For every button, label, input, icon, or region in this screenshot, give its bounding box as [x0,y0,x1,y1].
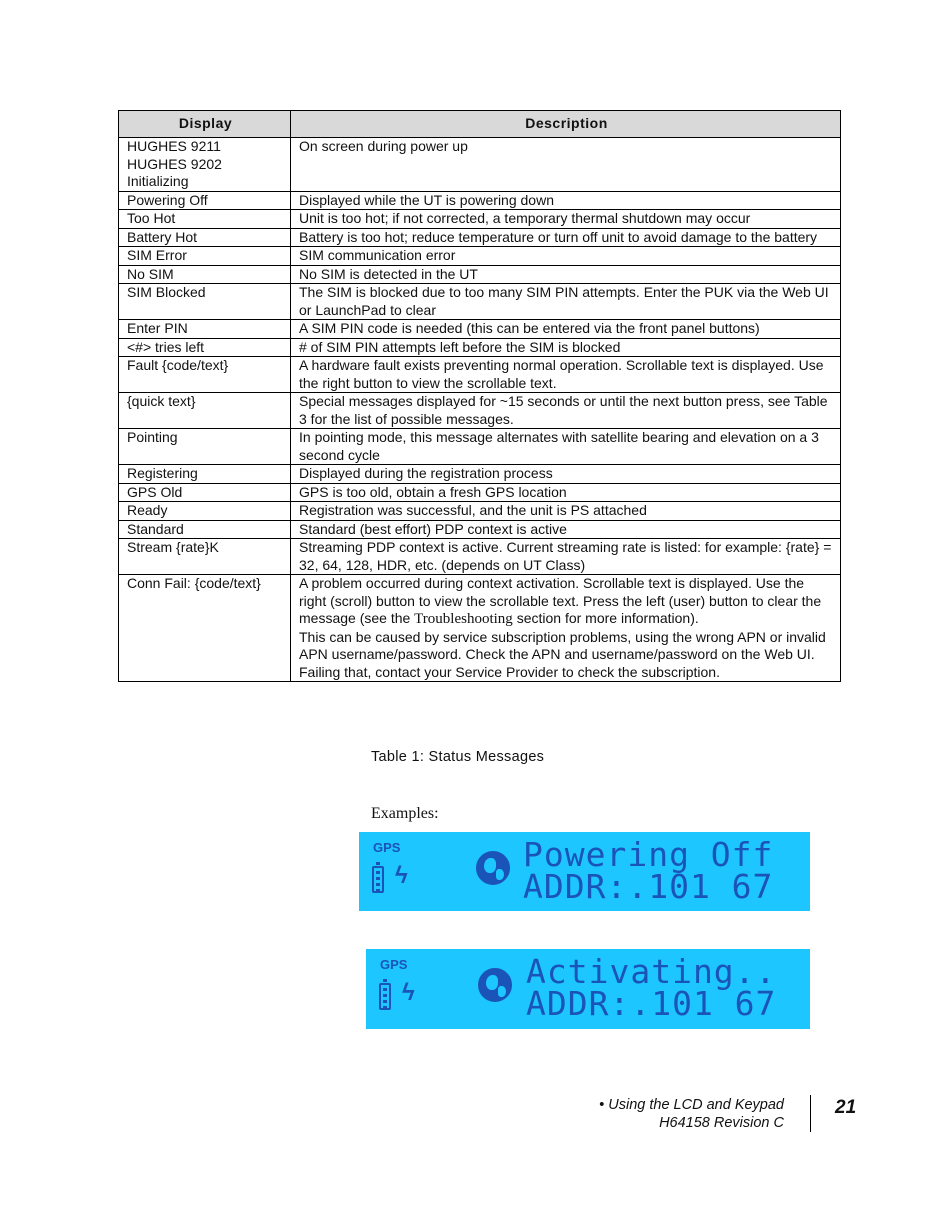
description-text: The SIM is blocked due to too many SIM PIN attempts. Enter the PUK via the Web UI or LaunchPad to clear [299,284,829,318]
page-number: 21 [835,1097,857,1118]
display-text: Powering Off [127,191,208,208]
description-text: GPS is too old, obtain a fresh GPS location [299,483,567,500]
table-row [119,429,841,465]
display-cell [119,539,291,575]
display-cell [119,502,291,521]
description-cell [291,338,841,357]
display-text: <#> tries left [127,338,205,355]
table-row [119,228,841,247]
display-cell [119,284,291,320]
table-row [119,210,841,229]
table-row [119,191,841,210]
display-cell [119,429,291,465]
display-text: Too Hot [127,210,176,226]
table-row [119,502,841,521]
lcd-line-1: Activating.. [526,952,777,991]
description-cell [291,265,841,284]
display-text: Enter PIN [127,320,188,336]
description-cell [291,138,841,192]
footer-chapter-title: • Using the LCD and Keypad [599,1097,784,1113]
table-row [119,138,841,192]
lcd-line-2: ADDR:.101 67 [523,867,774,906]
display-text: GPS Old [127,483,183,500]
description-text: Battery is too hot; reduce temperature or turn off unit to avoid damage to the battery [299,228,818,245]
display-cell [119,191,291,210]
display-text: Standard [127,520,184,537]
description-text: A SIM PIN code is needed (this can be entered via the front panel buttons) [299,320,760,336]
table-row [119,539,841,575]
lcd-example-activating [366,949,810,1029]
description-text: # of SIM PIN attempts left before the SIM is blocked [299,338,621,355]
display-text: Ready [127,502,168,518]
description-text: A problem occurred during context activation. Scrollable text is displayed. Use the right (scroll) button to view the scrollable text. Press the left (user) button to clear the message (see the [299,575,822,626]
lcd-example-powering-off [359,832,810,911]
description-text: Displayed during the registration process [299,465,553,481]
examples-label: Examples: [371,805,439,822]
description-cell [291,320,841,339]
display-text: Initializing [127,173,189,189]
power-plug-icon: ϟ [395,862,408,889]
display-text: Stream {rate}K [127,539,219,555]
description-cell [291,284,841,320]
display-cell [119,228,291,247]
display-cell [119,320,291,339]
display-cell [119,138,291,192]
status-messages-table [118,110,841,682]
troubleshooting-reference: Troubleshooting [414,611,513,627]
description-cell [291,247,841,266]
description-text: In pointing mode, this message alternates with satellite bearing and elevation on a 3 second cycle [299,429,819,463]
description-cell [291,539,841,575]
display-cell [119,520,291,539]
description-text: section for more information). [512,610,699,626]
table-caption: Table 1: Status Messages [371,749,545,765]
lcd-line-1: Powering Off [523,835,774,874]
display-cell [119,357,291,393]
display-text: SIM Blocked [127,284,206,300]
power-plug-icon: ϟ [402,979,415,1006]
description-text: Streaming PDP context is active. Current streaming rate is listed: for example: {rate} = 32, 64, 128, HDR, etc. (depends on UT Class) [299,539,832,573]
description-text: Unit is too hot; if not corrected, a temporary thermal shutdown may occur [299,210,751,226]
table-row [119,265,841,284]
display-cell: Conn Fail: {code/text} [119,575,291,682]
table-body [119,138,841,682]
display-text: {quick text} [127,393,196,409]
description-cell [291,191,841,210]
description-text: Standard (best effort) PDP context is active [299,520,567,537]
table-row [119,575,841,682]
display-cell [119,265,291,284]
description-cell [291,465,841,484]
display-cell [119,338,291,357]
table-row [119,393,841,429]
display-cell [119,247,291,266]
description-text: No SIM is detected in the UT [299,265,478,282]
display-text: No SIM [127,265,174,282]
display-text: Pointing [127,429,178,445]
footer-divider [810,1095,811,1132]
display-text: HUGHES 9211 [127,138,221,154]
description-text: Special messages displayed for ~15 seconds or until the next button press, see Table 3 for the list of possible messages. [299,393,828,427]
display-cell [119,483,291,502]
description-text: This can be caused by service subscription problems, using the wrong APN or invalid APN username/password. Check the APN and username/password on the Web UI. Failing that, contact your Service Provider to check the subscription. [299,628,826,680]
display-text: HUGHES 9202 [127,155,222,172]
description-cell [291,357,841,393]
description-cell [291,228,841,247]
description-cell [291,429,841,465]
display-text: SIM Error [127,247,187,263]
lcd-line-2: ADDR:.101 67 [526,984,777,1023]
display-text: Registering [127,465,198,481]
description-cell [291,393,841,429]
description-text: A hardware fault exists preventing normal operation. Scrollable text is displayed. Use the right button to view the scrollable text. [299,357,824,391]
description-cell [291,210,841,229]
description-cell [291,502,841,521]
column-header-description: Description [291,111,841,138]
table-row [119,483,841,502]
table-row [119,284,841,320]
column-header-display: Display [119,111,291,138]
table-header-row [119,111,841,138]
display-cell [119,393,291,429]
footer-revision: H64158 Revision C [659,1115,784,1131]
description-text: Registration was successful, and the unit is PS attached [299,502,647,518]
description-cell [291,483,841,502]
description-text: Displayed while the UT is powering down [299,191,554,208]
description-text: SIM communication error [299,247,456,263]
table-row [119,247,841,266]
table-row [119,357,841,393]
table-row [119,520,841,539]
description-cell [291,520,841,539]
gps-indicator: GPS [380,957,408,972]
display-text: Fault {code/text} [127,357,229,373]
globe-icon [476,851,510,885]
table-row [119,320,841,339]
description-cell [291,575,841,682]
table-row [119,338,841,357]
description-text: On screen during power up [299,138,468,154]
gps-indicator: GPS [373,840,401,855]
display-cell [119,465,291,484]
battery-icon [379,983,391,1010]
table-row [119,465,841,484]
display-cell [119,210,291,229]
display-text: Battery Hot [127,228,198,245]
globe-icon [478,968,512,1002]
battery-icon [372,866,384,893]
